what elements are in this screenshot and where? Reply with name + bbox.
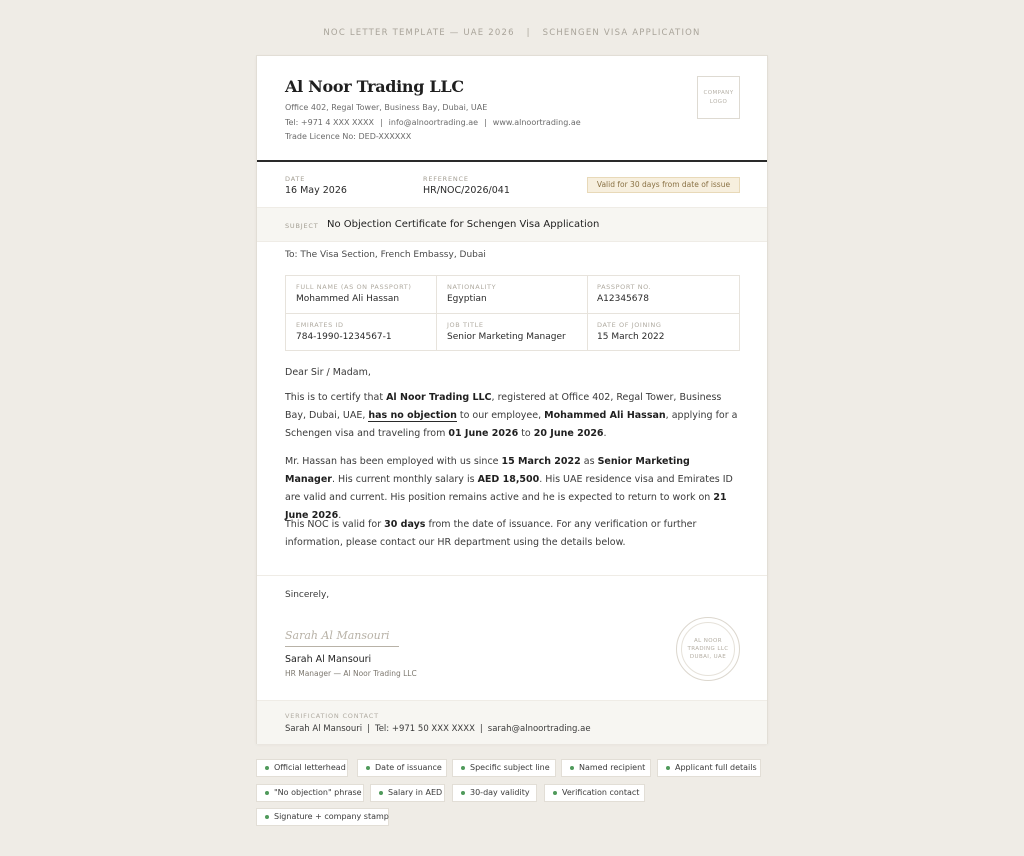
company-contact-line (285, 118, 581, 127)
trade-licence: Trade Licence No: DED-XXXXXX (285, 132, 412, 141)
detail-label: FULL NAME (AS ON PASSPORT) (296, 283, 412, 291)
travel-to-date: 20 June 2026 (533, 428, 604, 439)
noc-letter (256, 55, 768, 744)
date-label: DATE (285, 175, 306, 183)
detail-label: DATE OF JOINING (597, 321, 662, 329)
p1-text: . (603, 428, 607, 439)
p2-text: . His UAE residence visa and Emirates ID are valid and current. His position remains active and he is expected to return to work on (285, 474, 733, 503)
caption-right: SCHENGEN VISA APPLICATION (542, 28, 701, 38)
company-stamp (676, 617, 740, 681)
detail-value: 784-1990-1234567-1 (296, 332, 392, 342)
chip-label: 30-day validity (470, 788, 530, 797)
stamp-text: AL NOOR (694, 638, 722, 644)
recipient-line: To: The Visa Section, French Embassy, Dubai (285, 250, 486, 260)
chip-label: Named recipient (579, 763, 646, 772)
company-phone: Tel: +971 4 XXX XXXX (285, 118, 374, 127)
p3-text: from the date of issuance. For any verification or further information, please contact our HR department using the details below. (285, 519, 697, 548)
subject-bar (257, 207, 767, 242)
detail-full-name (286, 276, 437, 313)
closing: Sincerely, (285, 590, 330, 600)
verification-separator: | (479, 724, 483, 734)
chip-label: "No objection" phrase (274, 788, 362, 797)
verification-details (285, 724, 591, 734)
logo-text-line2: LOGO (709, 99, 728, 105)
company-website: www.alnoortrading.ae (492, 118, 581, 127)
chip-label: Official letterhead (274, 763, 346, 772)
checklist-chip (256, 784, 364, 802)
travel-from-date: 01 June 2026 (448, 428, 519, 439)
check-dot-icon (666, 766, 670, 770)
employment-since: 15 March 2022 (501, 456, 581, 467)
issue-date: 16 May 2026 (285, 185, 347, 196)
p3-text: This NOC is valid for (285, 519, 385, 530)
contact-separator: | (379, 118, 383, 127)
check-dot-icon (553, 791, 557, 795)
monthly-salary: AED 18,500 (477, 474, 540, 485)
stamp-inner-ring (681, 622, 735, 676)
employment-title: Senior Marketing Manager (285, 456, 690, 485)
detail-value: Senior Marketing Manager (447, 332, 566, 342)
p2-text: . His current monthly salary is (331, 474, 478, 485)
reference-label: REFERENCE (423, 175, 469, 183)
stamp-text: DUBAI, UAE (689, 654, 727, 660)
p1-employee: Mohammed Ali Hassan (544, 410, 666, 421)
checklist-chip (370, 784, 445, 802)
p1-text: , registered at Office 402, Regal Tower, Business Bay, Dubai, UAE, (285, 392, 722, 421)
checklist-chip (452, 784, 537, 802)
check-dot-icon (265, 815, 269, 819)
signer-title: HR Manager — Al Noor Trading LLC (285, 669, 417, 678)
detail-value: Mohammed Ali Hassan (296, 294, 400, 304)
check-dot-icon (366, 766, 370, 770)
check-dot-icon (461, 766, 465, 770)
contact-separator: | (484, 118, 487, 127)
check-dot-icon (570, 766, 574, 770)
checklist-chip (256, 808, 389, 826)
check-dot-icon (379, 791, 383, 795)
return-date: 21 June 2026 (285, 492, 727, 521)
company-logo-placeholder (697, 76, 740, 119)
detail-label: NATIONALITY (447, 283, 497, 291)
validity-badge: Valid for 30 days from date of issue (587, 177, 740, 193)
verification-contact (257, 700, 767, 744)
verification-label: VERIFICATION CONTACT (285, 712, 379, 720)
section-divider (257, 575, 767, 576)
subject-text: No Objection Certificate for Schengen Visa Application (327, 219, 600, 230)
checklist-chip (256, 759, 348, 777)
salutation: Dear Sir / Madam, (285, 367, 371, 378)
chip-label: Signature + company stamp (274, 812, 389, 821)
p1-text: , applying for a Schengen visa and traveling from (285, 410, 738, 439)
detail-emirates-id (286, 314, 437, 351)
p1-company: Al Noor Trading LLC (386, 392, 492, 403)
chip-label: Salary in AED (388, 788, 443, 797)
company-name: Al Noor Trading LLC (285, 77, 464, 96)
chip-label: Specific subject line (470, 763, 550, 772)
subject-label: SUBJECT (285, 222, 319, 230)
validity-days: 30 days (384, 519, 426, 530)
template-caption (0, 28, 1024, 38)
checklist-chip (657, 759, 761, 777)
verification-phone: Tel: +971 50 XXX XXXX (374, 724, 475, 734)
p1-text: to (518, 428, 534, 439)
p1-text: to our employee, (456, 410, 545, 421)
detail-passport-no (587, 276, 738, 313)
caption-left: NOC LETTER TEMPLATE — UAE 2026 (323, 28, 515, 38)
checklist-chip (544, 784, 645, 802)
reference-number: HR/NOC/2026/041 (423, 185, 510, 196)
check-dot-icon (265, 791, 269, 795)
detail-label: JOB TITLE (447, 321, 484, 329)
detail-nationality (437, 276, 588, 313)
chip-label: Verification contact (562, 788, 640, 797)
logo-text-line1: COMPANY (703, 90, 734, 96)
verification-name: Sarah Al Mansouri (285, 724, 363, 734)
applicant-details-table (285, 275, 740, 351)
checklist-chip (561, 759, 651, 777)
check-dot-icon (461, 791, 465, 795)
letterhead (257, 56, 767, 162)
paragraph-certification (285, 389, 740, 443)
company-address: Office 402, Regal Tower, Business Bay, Dubai, UAE (285, 103, 488, 112)
chip-label: Applicant full details (675, 763, 757, 772)
caption-separator: | (526, 28, 531, 38)
detail-label: EMIRATES ID (296, 321, 344, 329)
stamp-text: TRADING LLC (687, 646, 729, 652)
detail-value: A12345678 (597, 294, 649, 304)
check-dot-icon (265, 766, 269, 770)
p2-text: Mr. Hassan has been employed with us since (285, 456, 502, 467)
p1-text: This is to certify that (285, 392, 387, 403)
signature-line (285, 646, 399, 647)
detail-label: PASSPORT NO. (597, 283, 652, 291)
signer-name: Sarah Al Mansouri (285, 654, 372, 665)
detail-date-of-joining (587, 314, 738, 351)
company-email: info@alnoortrading.ae (388, 118, 479, 127)
no-objection-phrase: has no objection (368, 410, 457, 421)
detail-value: Egyptian (447, 294, 487, 304)
verification-email: sarah@alnoortrading.ae (487, 724, 591, 734)
detail-value: 15 March 2022 (597, 332, 665, 342)
paragraph-validity (285, 516, 740, 552)
checklist-chip (357, 759, 447, 777)
chip-label: Date of issuance (375, 763, 442, 772)
paragraph-employment (285, 453, 740, 525)
verification-separator: | (367, 724, 370, 734)
p2-text: as (580, 456, 598, 467)
p2-text: . (338, 510, 342, 521)
detail-job-title (437, 314, 588, 351)
handwritten-signature: Sarah Al Mansouri (285, 629, 390, 642)
checklist-chip (452, 759, 556, 777)
